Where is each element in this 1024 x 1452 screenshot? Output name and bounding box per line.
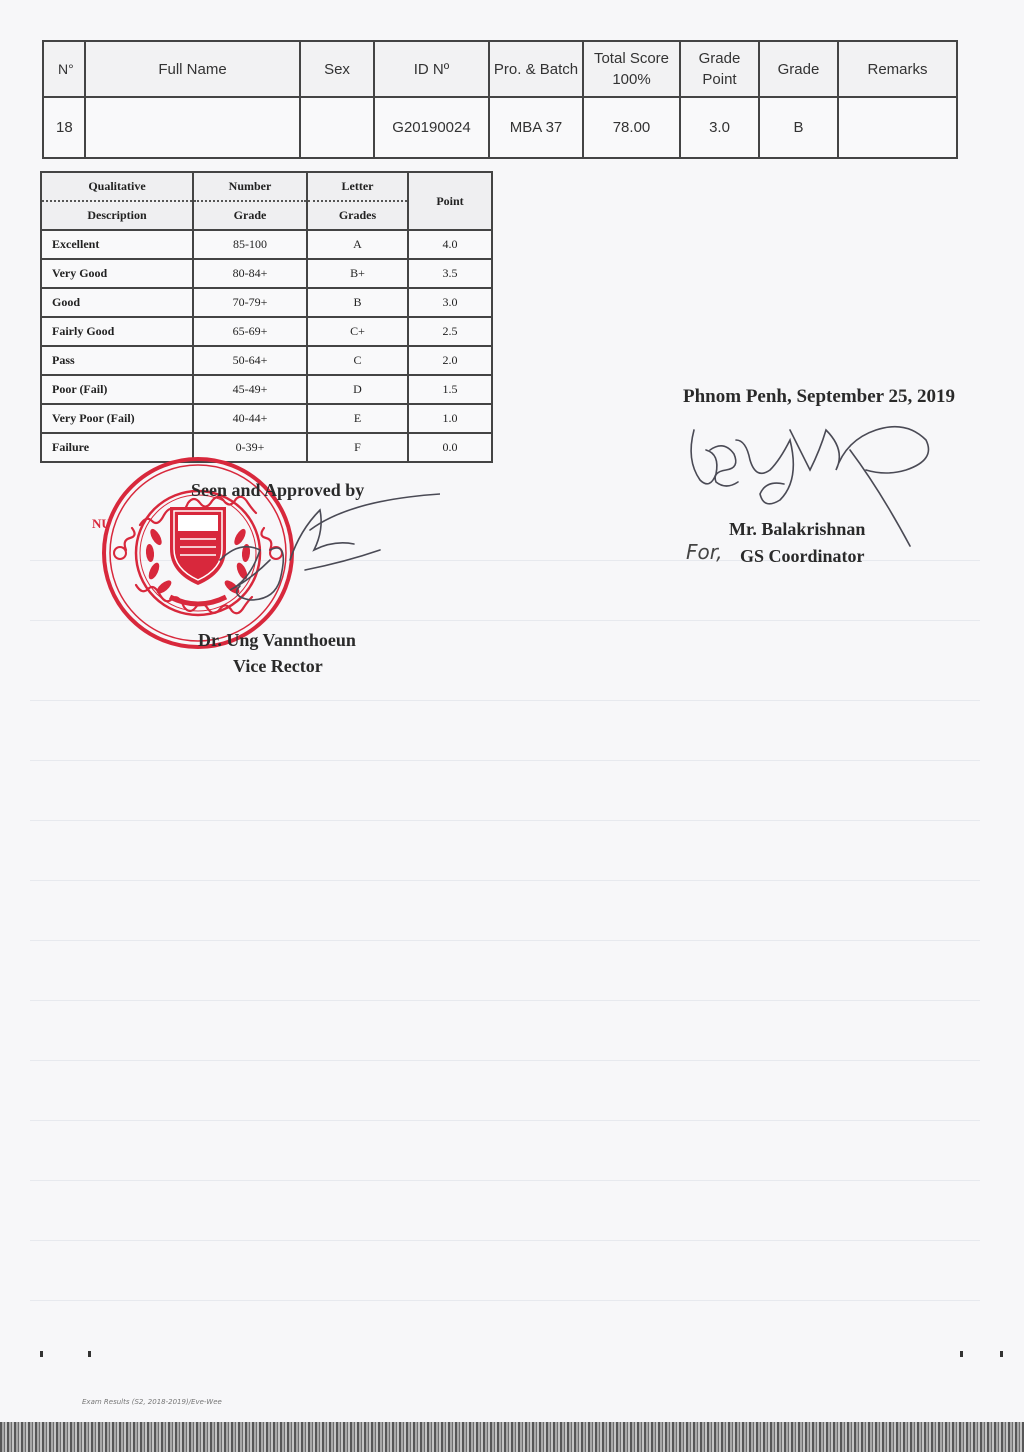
scale-range: 65-69+ (193, 317, 307, 346)
scale-letter: B (307, 288, 408, 317)
vice-rector-signature-icon (180, 490, 440, 620)
scale-range: 85-100 (193, 230, 307, 259)
bleed-line (30, 1120, 980, 1121)
header-letter-grades (307, 172, 408, 230)
scale-range: 50-64+ (193, 346, 307, 375)
cell-sex (300, 97, 374, 158)
cell-remarks (838, 97, 957, 158)
scale-range: 70-79+ (193, 288, 307, 317)
vice-rector-title: Vice Rector (233, 656, 323, 676)
cell-program: MBA 37 (489, 97, 583, 158)
scale-range: 80-84+ (193, 259, 307, 288)
header-qualitative: Qualitative (42, 173, 192, 202)
scale-point: 1.0 (408, 404, 492, 433)
bleed-line (30, 1180, 980, 1181)
seal-initials: NU (92, 516, 111, 531)
table-row (41, 230, 492, 259)
cell-total-score: 78.00 (583, 97, 680, 158)
scale-letter: E (307, 404, 408, 433)
scale-point: 2.0 (408, 346, 492, 375)
table-row (41, 317, 492, 346)
vice-rector-name: Dr. Ung Vannthoeun (198, 630, 356, 650)
table-row (41, 288, 492, 317)
scale-point: 1.5 (408, 375, 492, 404)
bleed-line (30, 760, 980, 761)
scan-mark (88, 1351, 91, 1357)
scan-mark (960, 1351, 963, 1357)
scan-edge-band (0, 1422, 1024, 1452)
scale-letter: B+ (307, 259, 408, 288)
cell-id-no: G20190024 (374, 97, 489, 158)
scale-point: 4.0 (408, 230, 492, 259)
scale-point: 3.0 (408, 288, 492, 317)
cell-grade: B (759, 97, 838, 158)
scan-mark (1000, 1351, 1003, 1357)
header-grade-point-line1: Grade (698, 50, 741, 67)
header-total-score (583, 41, 680, 97)
table-row (41, 346, 492, 375)
scale-range: 45-49+ (193, 375, 307, 404)
table-row (41, 404, 492, 433)
table-row (43, 97, 957, 158)
cell-grade-point: 3.0 (680, 97, 759, 158)
header-number-grade-label: Grade (233, 208, 267, 222)
header-letter-grades-label: Grades (338, 208, 377, 222)
cell-full-name (85, 97, 300, 158)
results-table (42, 40, 958, 159)
header-program: Pro. & Batch (489, 41, 583, 97)
scale-letter: F (307, 433, 408, 462)
scale-range: 0-39+ (193, 433, 307, 462)
header-description: Description (87, 208, 147, 222)
bleed-line (30, 1300, 980, 1301)
table-row (41, 259, 492, 288)
scale-letter: A (307, 230, 408, 259)
scale-description: Poor (Fail) (41, 375, 193, 404)
header-full-name: Full Name (85, 41, 300, 97)
scale-point: 3.5 (408, 259, 492, 288)
bleed-line (30, 1060, 980, 1061)
header-no: N° (43, 41, 85, 97)
bleed-line (30, 880, 980, 881)
bleed-line (30, 820, 980, 821)
bleed-line (30, 1240, 980, 1241)
table-row (41, 375, 492, 404)
scale-letter: C+ (307, 317, 408, 346)
scan-mark (40, 1351, 43, 1357)
scale-description: Excellent (41, 230, 193, 259)
header-remarks: Remarks (838, 41, 957, 97)
header-grade-point-line2: Point (702, 71, 737, 88)
header-number: Number (194, 173, 306, 202)
footer-text: Exam Results (S2, 2018-2019)/Eve-Wee (82, 1398, 222, 1406)
place-date: Phnom Penh, September 25, 2019 (683, 386, 955, 407)
results-header-row (43, 41, 957, 97)
scale-range: 40-44+ (193, 404, 307, 433)
scale-point: 2.5 (408, 317, 492, 346)
scale-letter: C (307, 346, 408, 375)
grading-scale-table (40, 171, 493, 463)
seen-and-approved-label: Seen and Approved by (191, 480, 365, 500)
coordinator-title: GS Coordinator (740, 546, 865, 566)
scale-letter: D (307, 375, 408, 404)
header-number-grade (193, 172, 307, 230)
coordinator-name: Mr. Balakrishnan (729, 519, 866, 539)
scale-description: Failure (41, 433, 193, 462)
grading-scale-header-row (41, 172, 492, 230)
header-total-score-line2: 100% (612, 71, 651, 88)
scale-description: Very Poor (Fail) (41, 404, 193, 433)
bleed-line (30, 1000, 980, 1001)
for-handwritten: For, (686, 540, 723, 564)
scale-point: 0.0 (408, 433, 492, 462)
cell-no: 18 (43, 97, 85, 158)
header-total-score-line1: Total Score (593, 50, 670, 67)
header-qualitative-description (41, 172, 193, 230)
header-grade: Grade (759, 41, 838, 97)
bleed-line (30, 940, 980, 941)
scale-description: Very Good (41, 259, 193, 288)
scale-description: Fairly Good (41, 317, 193, 346)
header-grade-point (680, 41, 759, 97)
header-sex: Sex (300, 41, 374, 97)
bleed-line (30, 700, 980, 701)
header-point: Point (408, 172, 492, 230)
scale-description: Good (41, 288, 193, 317)
header-letter: Letter (308, 173, 407, 202)
header-id-no: ID Nº (374, 41, 489, 97)
scale-description: Pass (41, 346, 193, 375)
